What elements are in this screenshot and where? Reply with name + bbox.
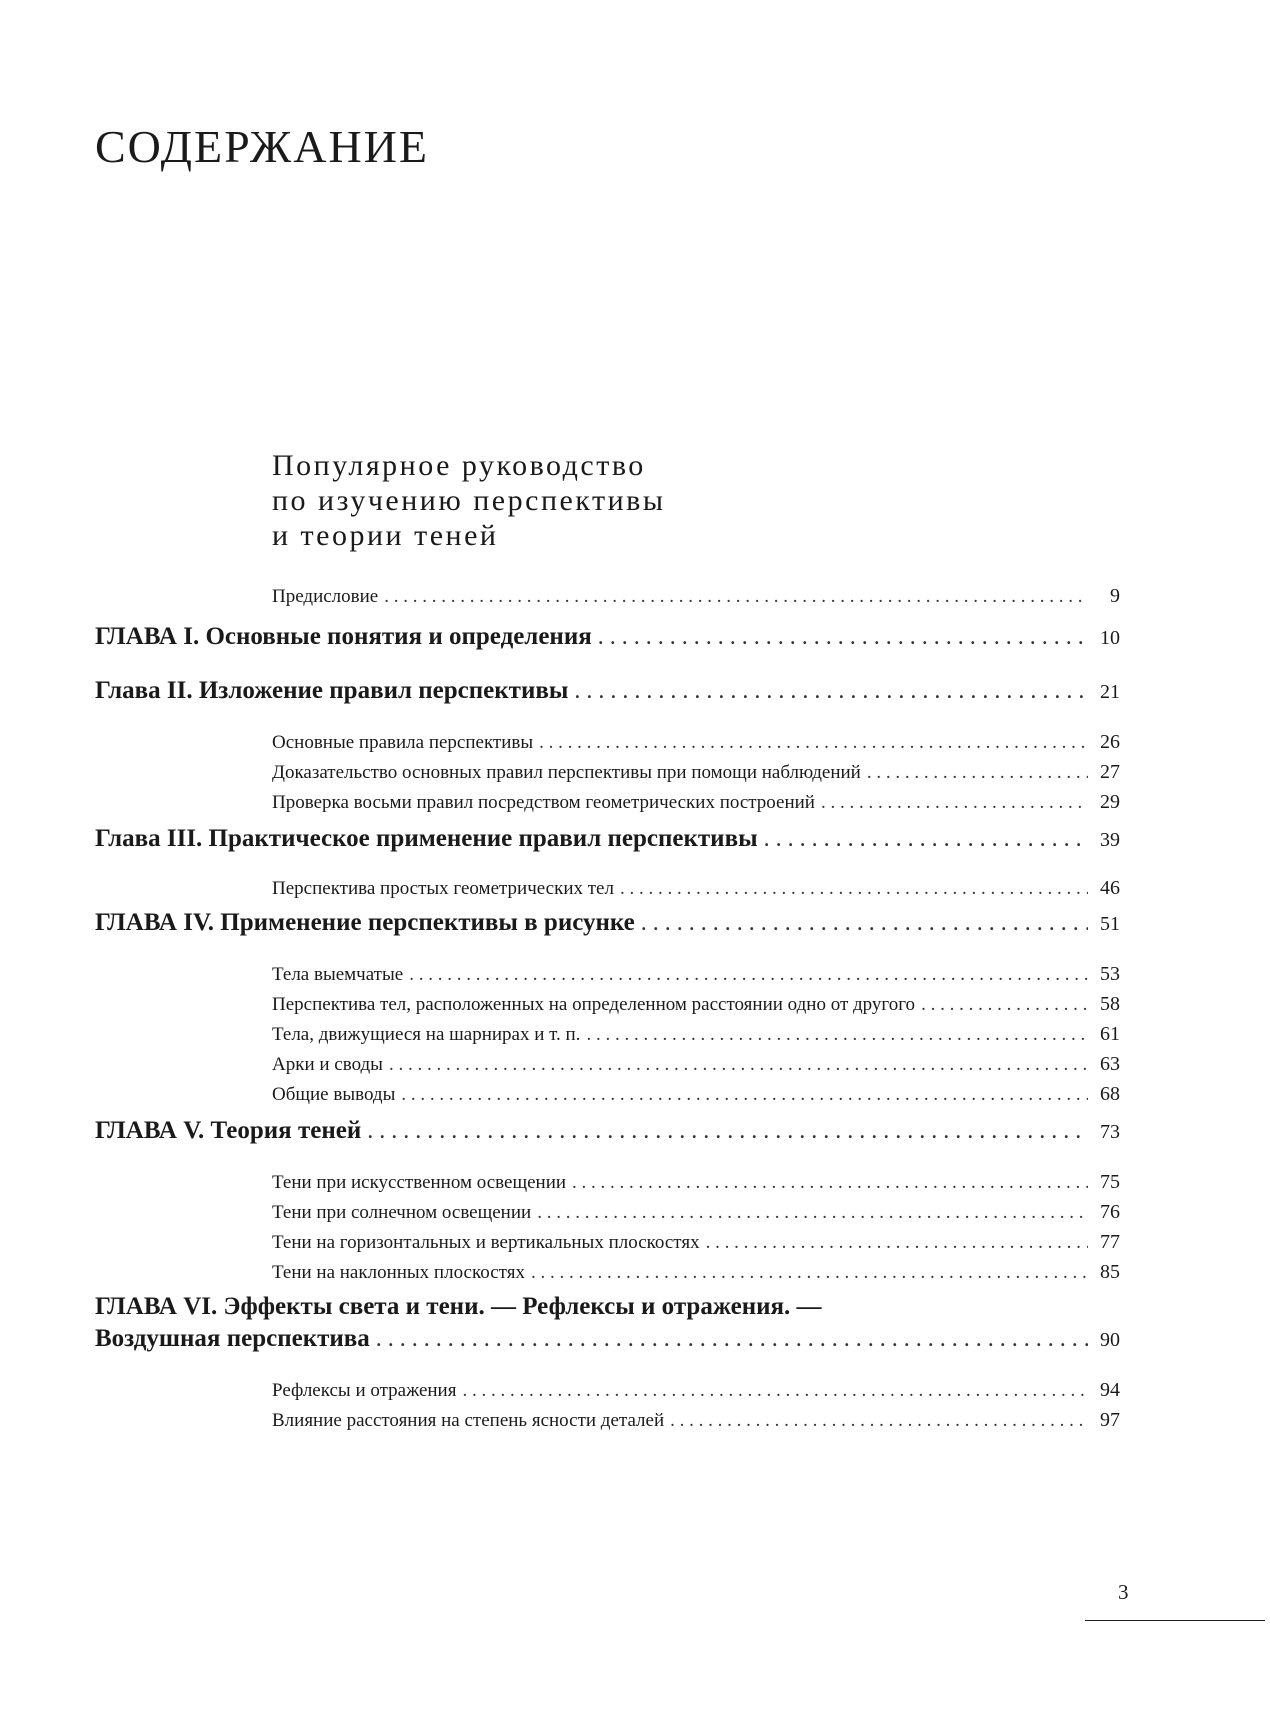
toc-section-title: Тени при солнечном освещении — [272, 1202, 532, 1223]
toc-section[interactable] — [272, 791, 1120, 814]
toc-entry-title: Предисловие — [272, 586, 379, 607]
toc-page-number: 58 — [1100, 993, 1120, 1015]
toc-page-number: 10 — [1100, 627, 1120, 649]
toc-chapter-4[interactable] — [95, 909, 1120, 937]
toc-section[interactable] — [272, 1023, 1120, 1046]
toc-section-title: Основные правила перспективы — [272, 732, 534, 753]
toc-chapter-title: Глава II. Изложение правил перспективы — [95, 677, 569, 704]
toc-page-number: 68 — [1100, 1083, 1120, 1105]
toc-chapter-3[interactable] — [95, 825, 1120, 853]
toc-section-title: Перспектива тел, расположенных на определенном расстоянии одно от другого — [272, 994, 916, 1015]
toc-chapter-1[interactable] — [95, 623, 1120, 651]
dot-leader — [537, 1202, 1088, 1224]
dot-leader — [586, 1024, 1088, 1046]
toc-page-number: 29 — [1100, 791, 1120, 813]
toc-chapter-title: Глава III. Практическое применение правил перспективы — [95, 825, 758, 852]
dot-leader — [670, 1410, 1088, 1432]
dot-leader — [401, 1084, 1088, 1106]
toc-page-number: 73 — [1100, 1121, 1120, 1143]
dot-leader — [620, 878, 1088, 900]
toc-section[interactable] — [272, 1201, 1120, 1224]
toc-section[interactable] — [272, 731, 1120, 754]
page-number: 3 — [1118, 1580, 1129, 1604]
toc-page-number: 26 — [1100, 731, 1120, 753]
book-title-line: по изучению перспективы — [272, 484, 666, 517]
dot-leader — [389, 1054, 1088, 1076]
dot-leader — [409, 964, 1088, 986]
dot-leader — [574, 678, 1088, 705]
toc-page-number: 21 — [1100, 681, 1120, 703]
toc-section-title: Тени при искусственном освещении — [272, 1172, 567, 1193]
toc-section[interactable] — [272, 1053, 1120, 1076]
toc-section[interactable] — [272, 761, 1120, 784]
toc-section-title: Перспектива простых геометрических тел — [272, 878, 614, 899]
toc-section-title: Доказательство основных правил перспективы при помощи наблюдений — [272, 762, 861, 783]
toc-section[interactable] — [272, 1171, 1120, 1194]
book-title-line: Популярное руководство — [272, 449, 646, 482]
toc-page-number: 75 — [1100, 1171, 1120, 1193]
book-title-line: и теории теней — [272, 519, 499, 552]
toc-section[interactable] — [272, 993, 1120, 1016]
toc-page-number: 97 — [1100, 1409, 1120, 1431]
page-heading: СОДЕРЖАНИЕ — [95, 121, 430, 172]
toc-page-number: 46 — [1100, 877, 1120, 899]
toc-section-title: Арки и своды — [272, 1054, 383, 1075]
toc-chapter-title: ГЛАВА V. Теория теней — [95, 1117, 362, 1144]
toc-section-title: Тела выемчатые — [272, 964, 404, 985]
toc-chapter-6[interactable] — [95, 1325, 1120, 1353]
toc-page-number: 61 — [1100, 1023, 1120, 1045]
toc-chapter-5[interactable] — [95, 1117, 1120, 1145]
toc-page-number: 90 — [1100, 1329, 1120, 1351]
toc-section-title: Влияние расстояния на степень ясности деталей — [272, 1410, 665, 1431]
toc-chapter-title: ГЛАВА IV. Применение перспективы в рисунке — [95, 909, 635, 936]
dot-leader — [572, 1172, 1088, 1194]
toc-page-number: 27 — [1100, 761, 1120, 783]
dot-leader — [539, 732, 1088, 754]
toc-section-title: Тени на горизонтальных и вертикальных плоскостях — [272, 1232, 700, 1253]
dot-leader — [598, 624, 1088, 651]
toc-chapter-6-title-line1[interactable]: ГЛАВА VI. Эффекты света и тени. — Рефлексы и отражения. — — [95, 1293, 822, 1320]
toc-page-number: 51 — [1100, 913, 1120, 935]
toc-chapter-title: Воздушная перспектива — [95, 1325, 370, 1352]
book-title — [272, 448, 1072, 553]
dot-leader — [921, 994, 1088, 1016]
dot-leader — [764, 826, 1088, 853]
dot-leader — [867, 762, 1088, 784]
toc-page-number: 94 — [1100, 1379, 1120, 1401]
toc-section[interactable] — [272, 1409, 1120, 1432]
toc-entry-preface[interactable] — [272, 585, 1120, 608]
toc-section-title: Тела, движущиеся на шарнирах и т. п. — [272, 1024, 581, 1045]
toc-section[interactable] — [272, 1083, 1120, 1106]
toc-page-number: 76 — [1100, 1201, 1120, 1223]
dot-leader — [641, 910, 1088, 937]
toc-section-title: Проверка восьми правил посредством геометрических построений — [272, 792, 815, 813]
toc-chapter-2[interactable] — [95, 677, 1120, 705]
toc-section-title: Общие выводы — [272, 1084, 396, 1105]
toc-page-number: 77 — [1100, 1231, 1120, 1253]
dot-leader — [384, 586, 1088, 608]
toc-section[interactable] — [272, 963, 1120, 986]
toc-section-title: Рефлексы и отражения — [272, 1380, 457, 1401]
toc-section[interactable] — [272, 1379, 1120, 1402]
dot-leader — [531, 1262, 1088, 1284]
dot-leader — [462, 1380, 1088, 1402]
footer-rule — [1085, 1620, 1265, 1621]
toc-page-number: 53 — [1100, 963, 1120, 985]
dot-leader — [367, 1118, 1088, 1145]
toc-chapter-title: ГЛАВА I. Основные понятия и определения — [95, 623, 592, 650]
toc-section-title: Тени на наклонных плоскостях — [272, 1262, 525, 1283]
dot-leader — [706, 1232, 1088, 1254]
toc-page-number: 85 — [1100, 1261, 1120, 1283]
toc-page-number: 63 — [1100, 1053, 1120, 1075]
toc-section[interactable] — [272, 1231, 1120, 1254]
dot-leader — [376, 1326, 1088, 1353]
toc-section[interactable] — [272, 1261, 1120, 1284]
toc-page-number: 39 — [1100, 829, 1120, 851]
dot-leader — [821, 792, 1088, 814]
toc-page-number: 9 — [1110, 585, 1120, 607]
toc-section[interactable] — [272, 877, 1120, 900]
